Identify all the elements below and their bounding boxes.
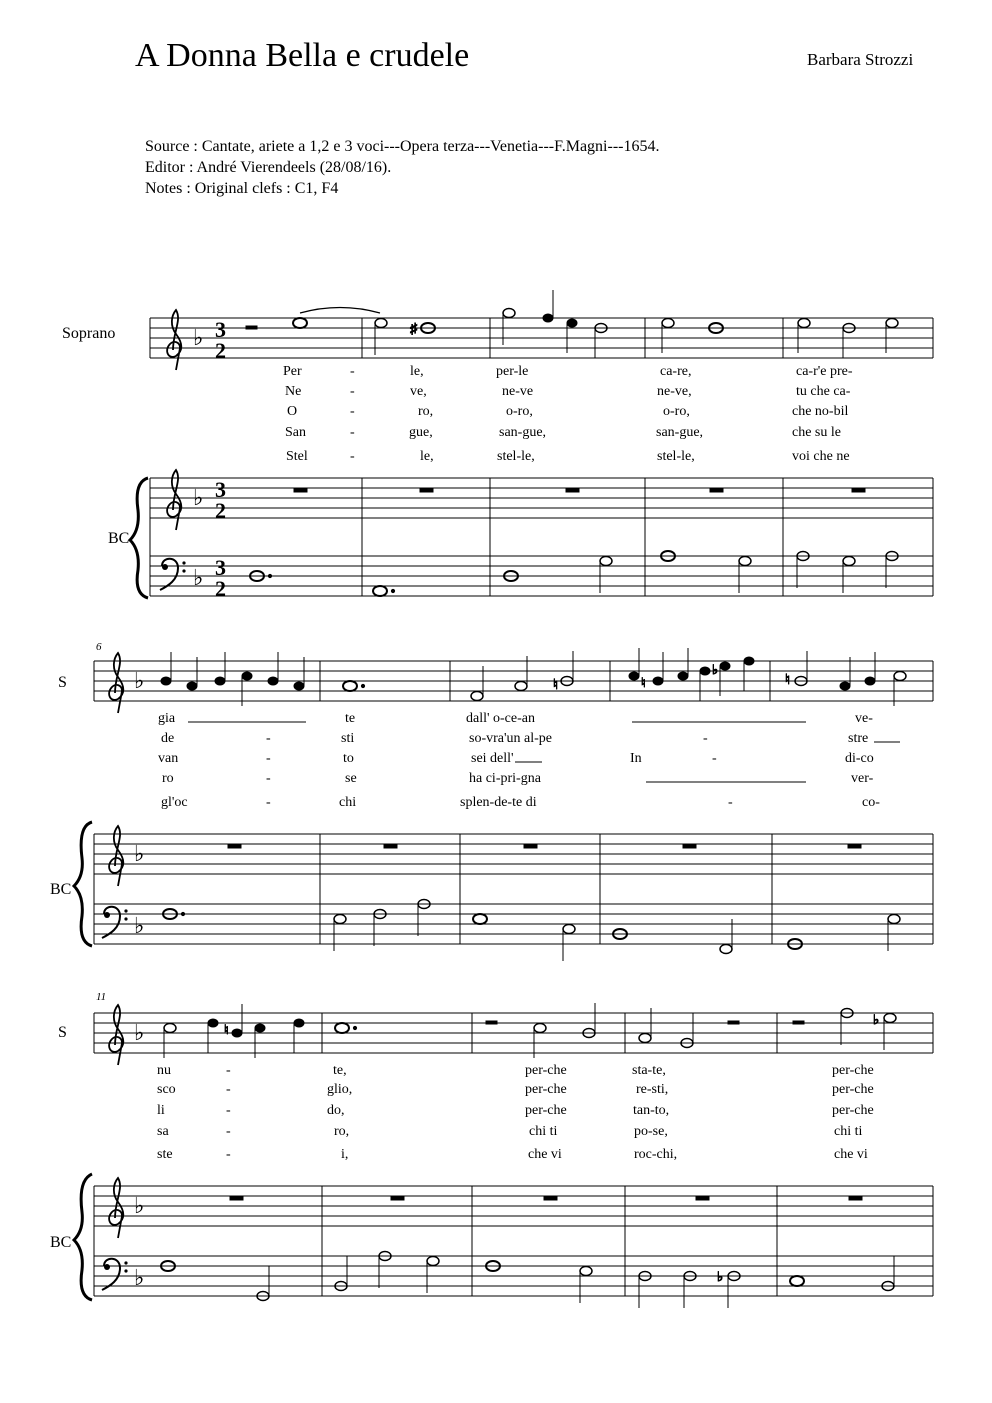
natural-icon: ♮ <box>224 1022 229 1037</box>
svg-text:ha ci-pri-gna: ha ci-pri-gna <box>469 771 541 786</box>
note <box>294 682 304 690</box>
flat-icon: ♭ <box>134 1020 145 1045</box>
svg-text:sti: sti <box>341 731 355 746</box>
bc-label: BC <box>50 881 72 898</box>
lyric: ne-ve <box>502 384 534 399</box>
svg-text:to: to <box>343 751 354 766</box>
svg-text:do,: do, <box>327 1103 345 1118</box>
lyric: Per <box>283 364 302 379</box>
whole-rest-icon <box>420 488 433 492</box>
svg-text:ve-: ve- <box>855 711 873 726</box>
svg-text:ste: ste <box>157 1147 173 1162</box>
svg-text:chi ti: chi ti <box>529 1124 558 1139</box>
svg-text:de: de <box>161 731 175 746</box>
editor-line: Editor : André Vierendeels (28/08/16). <box>145 159 392 176</box>
lyric: ca-r'e pre- <box>796 364 853 379</box>
note <box>543 314 553 322</box>
svg-text:ver-: ver- <box>851 771 874 786</box>
soprano-notes <box>164 1003 896 1058</box>
flat-icon: ♭ <box>193 325 204 350</box>
bc-treble-staff <box>94 834 933 874</box>
svg-text:sta-te,: sta-te, <box>632 1063 666 1078</box>
note <box>720 662 730 670</box>
measure-number: 6 <box>96 641 102 653</box>
svg-text:te,: te, <box>333 1063 347 1078</box>
sharp-icon: ♯ <box>410 322 417 337</box>
time-signature-bottom: 2 <box>215 338 226 363</box>
lyric: o-ro, <box>506 404 533 419</box>
piece-title: A Donna Bella e crudele <box>135 37 470 74</box>
svg-text:-: - <box>266 751 271 766</box>
bc-label: BC <box>108 530 130 547</box>
lyric: Stel <box>286 449 308 464</box>
svg-text:stre: stre <box>848 731 869 746</box>
soprano-label: S <box>58 1024 67 1041</box>
note <box>744 657 754 665</box>
time-signature-top: 3 <box>215 477 226 502</box>
bc-notes <box>161 1196 894 1308</box>
svg-text:glio,: glio, <box>327 1082 353 1097</box>
lyric: ro, <box>418 404 434 419</box>
treble-clef-icon <box>167 470 181 530</box>
note <box>515 682 527 691</box>
svg-text:gl'oc: gl'oc <box>161 795 188 810</box>
note <box>600 557 612 566</box>
svg-text:splen-de-te di: splen-de-te di <box>460 795 537 810</box>
bc-label: BC <box>50 1234 72 1251</box>
svg-text:dall' o-ce-an: dall' o-ce-an <box>466 711 535 726</box>
svg-text:gia: gia <box>158 711 176 726</box>
svg-text:van: van <box>158 751 179 766</box>
flat-icon: ♭ <box>193 485 204 510</box>
lyric: san-gue, <box>499 425 547 440</box>
svg-text:per-che: per-che <box>832 1082 874 1097</box>
half-rest-icon <box>728 1021 739 1024</box>
treble-clef-icon <box>109 1178 123 1238</box>
lyric: ve, <box>410 384 427 399</box>
bc-bass-staff <box>150 478 933 596</box>
svg-text:In: In <box>630 751 642 766</box>
lyric-hyphen: - <box>350 364 355 379</box>
lyric: le, <box>410 364 424 379</box>
svg-text:ro: ro <box>162 771 174 786</box>
lyric-hyphen: - <box>350 449 355 464</box>
lyric: per-le <box>496 364 529 379</box>
bc-bass-staff <box>94 834 933 944</box>
note <box>739 557 751 566</box>
svg-text:per-che: per-che <box>525 1103 567 1118</box>
treble-clef-icon <box>167 310 181 370</box>
svg-text:re-sti,: re-sti, <box>636 1082 669 1097</box>
lyric: O <box>287 404 298 419</box>
note <box>503 309 515 318</box>
flat-icon: ♭ <box>134 913 145 938</box>
note <box>161 677 171 685</box>
note <box>567 319 577 327</box>
brace-icon <box>74 1174 92 1300</box>
svg-text:te: te <box>345 711 356 726</box>
svg-text:che vi: che vi <box>834 1147 868 1162</box>
svg-text:-: - <box>226 1103 231 1118</box>
lyric-hyphen: - <box>350 384 355 399</box>
soprano-notes <box>161 648 906 706</box>
lyrics-system-3 <box>157 1063 874 1162</box>
svg-text:i,: i, <box>341 1147 349 1162</box>
note <box>843 557 855 566</box>
svg-text:per-che: per-che <box>525 1082 567 1097</box>
dot <box>268 574 271 577</box>
soprano-label: S <box>58 674 67 691</box>
note <box>662 319 674 328</box>
svg-text:-: - <box>712 751 717 766</box>
svg-text:-: - <box>266 795 271 810</box>
bc-treble-staff <box>150 478 933 518</box>
flat-icon: ♭ <box>873 1012 880 1027</box>
bass-clef-icon <box>102 907 128 938</box>
svg-text:po-se,: po-se, <box>634 1124 668 1139</box>
note <box>865 677 875 685</box>
note <box>886 319 898 328</box>
brace-icon <box>130 478 148 598</box>
treble-clef-icon <box>109 653 123 713</box>
bc-bass-staff <box>94 1186 933 1296</box>
lyric-hyphen: - <box>350 425 355 440</box>
svg-text:-: - <box>728 795 733 810</box>
lyric: che su le <box>792 425 841 440</box>
svg-text:sei dell': sei dell' <box>471 751 514 766</box>
whole-rest-icon <box>566 488 579 492</box>
lyric: le, <box>420 449 434 464</box>
whole-rest-icon <box>294 488 307 492</box>
bc-treble-staff <box>94 1186 933 1226</box>
svg-text:di-co: di-co <box>845 751 874 766</box>
soprano-staff <box>150 318 933 358</box>
time-signature-top: 3 <box>215 317 226 342</box>
flat-icon: ♭ <box>193 565 204 590</box>
lyric: ne-ve, <box>657 384 692 399</box>
svg-text:sa: sa <box>157 1124 169 1139</box>
svg-text:chi: chi <box>339 795 357 810</box>
lyrics-system-2 <box>158 711 900 810</box>
svg-text:chi ti: chi ti <box>834 1124 863 1139</box>
flat-icon: ♭ <box>134 841 145 866</box>
measure-number: 11 <box>96 991 107 1003</box>
note <box>894 672 906 681</box>
note <box>215 677 225 685</box>
lyric: Ne <box>285 384 302 399</box>
lyric: tu che ca- <box>796 384 851 399</box>
note <box>678 672 688 680</box>
source-line: Source : Cantate, ariete a 1,2 e 3 voci---Opera terza---Venetia---F.Magni---1654. <box>145 138 660 155</box>
svg-text:-: - <box>266 731 271 746</box>
lyric: stel-le, <box>657 449 695 464</box>
bc-notes <box>163 844 900 961</box>
lyric: gue, <box>409 425 433 440</box>
note <box>471 692 483 701</box>
soprano-staff <box>94 1013 933 1053</box>
lyrics-system-1 <box>283 364 853 464</box>
treble-clef-icon <box>109 826 123 886</box>
svg-text:per-che: per-che <box>832 1103 874 1118</box>
natural-icon: ♮ <box>641 675 646 690</box>
soprano-label: Soprano <box>62 325 116 342</box>
svg-text:ro,: ro, <box>334 1124 350 1139</box>
svg-text:-: - <box>226 1082 231 1097</box>
svg-text:so-vra'un al-pe: so-vra'un al-pe <box>469 731 552 746</box>
notes-line: Notes : Original clefs : C1, F4 <box>145 180 339 197</box>
bc-notes <box>250 488 898 596</box>
svg-text:-: - <box>226 1147 231 1162</box>
half-rest-icon <box>486 1021 497 1024</box>
treble-clef-icon <box>109 1005 123 1065</box>
note <box>375 319 387 328</box>
brace-icon <box>74 822 92 946</box>
time-signature-top: 3 <box>215 555 226 580</box>
note <box>343 681 357 691</box>
lyric: o-ro, <box>663 404 690 419</box>
svg-text:-: - <box>703 731 708 746</box>
svg-text:per-che: per-che <box>525 1063 567 1078</box>
half-rest-icon <box>793 1021 804 1024</box>
system-1 <box>62 290 933 601</box>
note <box>700 667 710 675</box>
half-rest-icon <box>246 326 257 329</box>
lyric: stel-le, <box>497 449 535 464</box>
note <box>798 319 810 328</box>
note <box>242 672 252 680</box>
svg-text:roc-chi,: roc-chi, <box>634 1147 678 1162</box>
note <box>268 677 278 685</box>
note <box>373 586 387 596</box>
flat-icon: ♭ <box>717 1269 724 1284</box>
svg-text:-: - <box>266 771 271 786</box>
note <box>840 682 850 690</box>
svg-text:nu: nu <box>157 1063 171 1078</box>
lyric: ca-re, <box>660 364 692 379</box>
system-2 <box>50 641 933 961</box>
flat-icon: ♭ <box>134 668 145 693</box>
dot <box>391 589 394 592</box>
note <box>293 318 307 328</box>
svg-text:li: li <box>157 1103 165 1118</box>
whole-rest-icon <box>852 488 865 492</box>
svg-text:-: - <box>226 1063 231 1078</box>
svg-text:-: - <box>226 1124 231 1139</box>
system-3 <box>50 991 933 1308</box>
natural-icon: ♮ <box>553 678 559 693</box>
bass-clef-icon <box>160 559 186 590</box>
svg-text:tan-to,: tan-to, <box>633 1103 670 1118</box>
lyric: san-gue, <box>656 425 704 440</box>
svg-text:che vi: che vi <box>528 1147 562 1162</box>
svg-text:sco: sco <box>157 1082 176 1097</box>
natural-icon: ♮ <box>785 673 791 688</box>
flat-icon: ♭ <box>712 662 719 677</box>
whole-rest-icon <box>710 488 723 492</box>
svg-text:se: se <box>345 771 357 786</box>
svg-text:per-che: per-che <box>832 1063 874 1078</box>
note <box>629 672 639 680</box>
flat-icon: ♭ <box>134 1193 145 1218</box>
tie <box>300 308 380 314</box>
flat-icon: ♭ <box>134 1265 145 1290</box>
time-signature-bottom: 2 <box>215 498 226 523</box>
lyric-hyphen: - <box>350 404 355 419</box>
lyric: San <box>285 425 306 440</box>
lyric: che no-bil <box>792 404 849 419</box>
note <box>653 677 663 685</box>
svg-text:co-: co- <box>862 795 880 810</box>
composer-name: Barbara Strozzi <box>807 50 914 69</box>
time-signature-bottom: 2 <box>215 576 226 601</box>
lyric: voi che ne <box>792 449 850 464</box>
bass-clef-icon <box>102 1259 128 1290</box>
note <box>187 682 197 690</box>
